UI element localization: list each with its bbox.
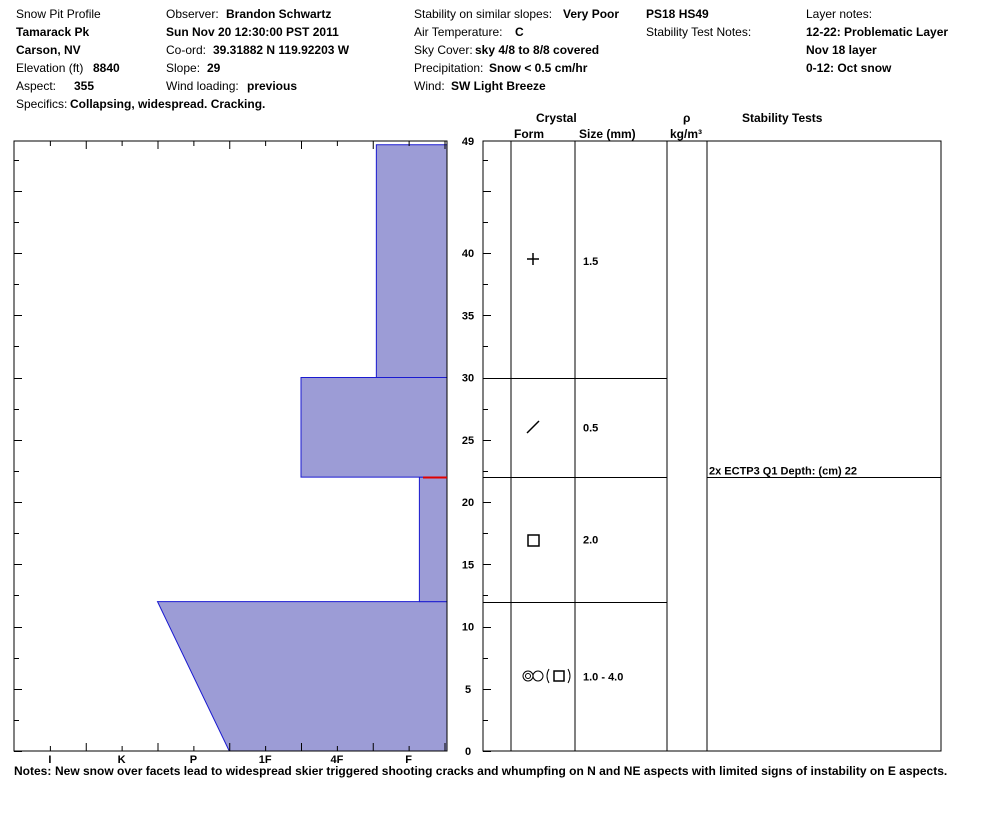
ps-hs: PS18 HS49 <box>646 7 709 21</box>
air-temp-value: C <box>515 25 524 39</box>
height-label: 5 <box>464 683 472 696</box>
height-label: 25 <box>461 434 475 447</box>
datetime: Sun Nov 20 12:30:00 PST 2011 <box>166 25 339 39</box>
height-label: 49 <box>461 136 475 148</box>
specifics-label: Specifics: <box>16 97 68 111</box>
hardness-label-f: F <box>405 754 412 766</box>
hardness-label-p: P <box>189 754 198 766</box>
crystal-size-3: 0.5 <box>583 422 599 435</box>
observer-label: Observer: <box>166 7 219 21</box>
form-header: Form <box>514 127 544 141</box>
density-unit-header: kg/m³ <box>670 127 703 141</box>
crystal-sizes <box>583 256 623 683</box>
faceted-crystal-icon <box>528 535 539 546</box>
aspect-label: Aspect: <box>16 79 57 93</box>
layer-notes-label: Layer notes: <box>806 7 873 21</box>
height-label: 15 <box>461 559 475 572</box>
height-label: 20 <box>461 497 475 510</box>
height-label: 35 <box>461 310 475 323</box>
hardness-layer-4 <box>376 145 447 378</box>
sky-label: Sky Cover: <box>414 43 473 57</box>
crystal-size-1: 1.0 - 4.0 <box>583 671 624 684</box>
hardness-label-k: K <box>117 754 126 766</box>
hardness-label-4f: 4F <box>330 754 344 766</box>
precip-value: Snow < 0.5 cm/hr <box>489 61 588 75</box>
wind-loading-value: previous <box>247 79 298 93</box>
layer-note-3: 0-12: Oct snow <box>806 61 892 75</box>
stability-value: Very Poor <box>563 7 620 21</box>
location-name: Tamarack Pk <box>16 25 90 39</box>
wind-value: SW Light Breeze <box>451 79 546 93</box>
coord-value: 39.31882 N 119.92203 W <box>213 43 350 57</box>
crystal-header: Crystal <box>536 111 577 125</box>
precip-label: Precipitation: <box>414 61 484 75</box>
precipitation-particles-icon <box>527 253 539 265</box>
observer-value: Brandon Schwartz <box>226 7 332 21</box>
rounded-faceted-icon <box>523 669 570 683</box>
elevation-value: 8840 <box>93 61 120 75</box>
air-temp-label: Air Temperature: <box>414 25 503 39</box>
specifics-value: Collapsing, widespread. Cracking. <box>70 97 266 111</box>
height-label: 40 <box>461 248 475 261</box>
rho-header: ρ <box>683 111 691 125</box>
stability-test-lines <box>707 466 941 478</box>
region: Carson, NV <box>16 43 81 57</box>
slope-label: Slope: <box>166 61 201 75</box>
aspect-value: 355 <box>74 79 95 93</box>
height-label: 10 <box>461 621 475 634</box>
crystal-size-2: 2.0 <box>583 534 599 547</box>
stability-test-label-1: 2x ECTP3 Q1 Depth: (cm) 22 <box>709 465 857 478</box>
height-label: 30 <box>461 372 475 385</box>
hardness-layer-3 <box>301 378 447 478</box>
hardness-layer-2 <box>419 477 447 601</box>
hardness-label-i: I <box>48 754 52 766</box>
coord-label: Co-ord: <box>166 43 207 57</box>
notes-text: New snow over facets lead to widespread skier triggered shooting cracks and whumpfing on N and NE aspects with limited signs of instability on E aspects. <box>55 764 948 778</box>
decomposing-fragments-icon <box>527 421 539 433</box>
table-frame <box>483 141 941 751</box>
sky-value: sky 4/8 to 8/8 covered <box>475 43 600 57</box>
size-header: Size (mm) <box>579 127 636 141</box>
stability-label: Stability on similar slopes: <box>414 7 553 21</box>
wind-loading-label: Wind loading: <box>166 79 239 93</box>
hardness-profile <box>158 145 448 751</box>
table-ticks <box>483 161 491 752</box>
wind-label: Wind: <box>414 79 445 93</box>
layer-note-1: 12-22: Problematic Layer <box>806 25 949 39</box>
elevation-label: Elevation (ft) <box>16 61 84 75</box>
profile-title: Snow Pit Profile <box>16 7 101 21</box>
hardness-label-1f: 1F <box>258 754 272 766</box>
layer-note-2: Nov 18 layer <box>806 43 877 57</box>
hardness-layer-1 <box>158 602 448 751</box>
height-label: 0 <box>464 746 472 758</box>
stability-notes-label: Stability Test Notes: <box>646 25 752 39</box>
notes-label: Notes: <box>14 764 52 778</box>
crystal-size-4: 1.5 <box>583 256 599 269</box>
stability-tests-header: Stability Tests <box>742 111 823 125</box>
slope-value: 29 <box>207 61 221 75</box>
